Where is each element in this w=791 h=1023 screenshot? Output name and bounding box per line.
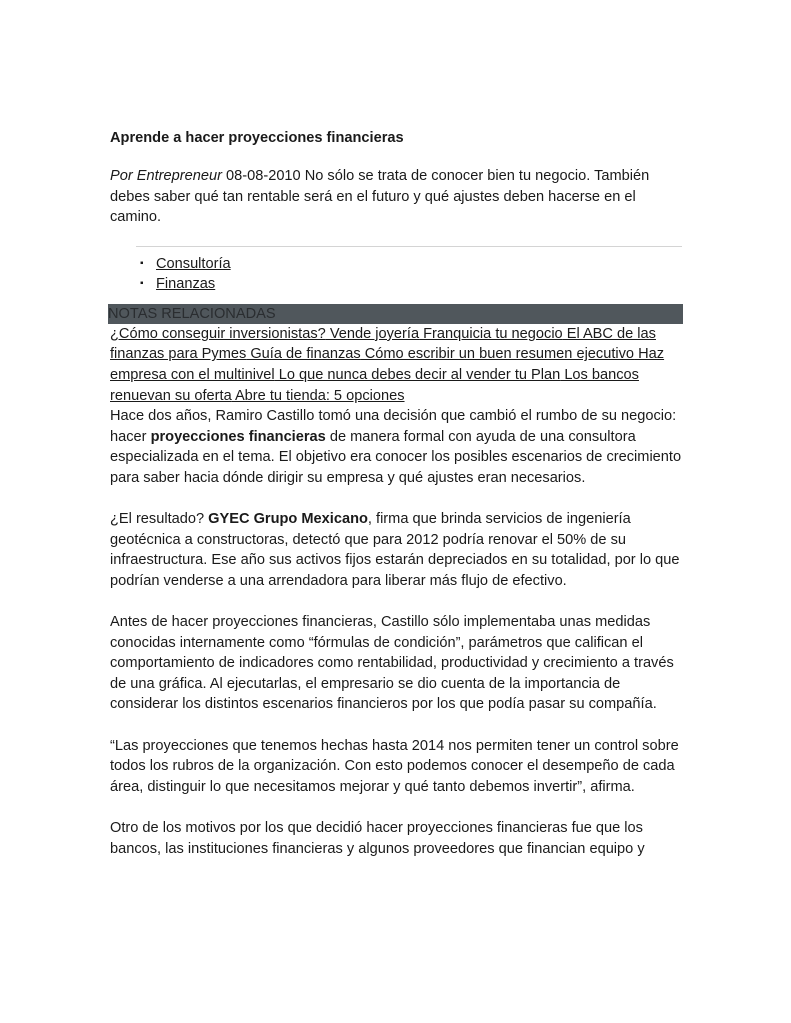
- body-paragraph: “Las proyecciones que tenemos hechas hasta 2014 nos permiten tener un control sobre todos los rubros de la organización. Con esto podemos conocer el desempeño de cada área, distinguir lo que necesitamos mejorar y qué tanto debemos invertir”, afirma.: [110, 737, 679, 795]
- body-paragraph: [110, 406, 684, 488]
- text-run: ¿El resultado?: [110, 511, 209, 528]
- text-run: Hace dos años, Ramiro Castillo tomó una decisión que cambió el rumbo de su negocio: hacer: [110, 408, 677, 445]
- tag-list: [110, 254, 684, 294]
- article-date: 08-08-2010: [226, 168, 301, 184]
- related-link[interactable]: Franquicia tu negocio: [419, 325, 563, 342]
- tag-link-consultoria[interactable]: Consultoría: [156, 255, 231, 272]
- related-link[interactable]: Los bancos renuevan su oferta: [110, 366, 639, 404]
- related-link[interactable]: Haz empresa con el multinivel: [110, 346, 665, 383]
- related-notes-header: NOTAS RELACIONADAS: [108, 304, 683, 324]
- related-link[interactable]: Lo que nunca debes decir al vender tu Plan: [274, 366, 561, 383]
- bold-company-name: GYEC Grupo Mexicano: [208, 511, 368, 528]
- related-links: [110, 324, 684, 406]
- divider: [136, 246, 682, 247]
- bullet-icon: ▪: [140, 257, 144, 269]
- body-paragraph: [110, 509, 684, 591]
- body-paragraph: Antes de hacer proyecciones financieras, Castillo sólo implementaba unas medidas conocidas internamente como “fórmulas de condición”, parámetros que califican el comportamiento de indicadores como rentabilidad, productividad y crecimiento a través de una gráfica. Al ejecutarlas, el empresario se dio cuenta de la importancia de considerar los distintos escenarios financieros por los que podía pasar su compañía.: [110, 614, 674, 713]
- article-title: Aprende a hacer proyecciones financieras: [110, 130, 404, 146]
- related-link[interactable]: Vende joyería: [325, 325, 420, 342]
- text-run: , firma que brinda servicios de ingeniería geotécnica a constructoras, detectó que para 2012 podría renovar el 50% de su infraestructura. Ese año sus activos fijos estarán depreciados en su totalidad, por lo que podrían venderse a una arrendadora para liberar más flujo de efectivo.: [110, 511, 680, 589]
- bullet-icon: ▪: [140, 277, 144, 289]
- article-intro: [110, 166, 684, 228]
- body-paragraph: Otro de los motivos por los que decidió hacer proyecciones financieras fue que los bancos, las instituciones financieras y algunos proveedores que financian equipo y: [110, 820, 645, 857]
- tag-item: [140, 274, 684, 294]
- article-summary: No sólo se trata de conocer bien tu negocio. También debes saber qué tan rentable será en el futuro y qué ajustes deben hacerse en el camino.: [110, 168, 650, 226]
- tag-link-finanzas[interactable]: Finanzas: [156, 275, 216, 292]
- related-link[interactable]: El ABC de las finanzas para Pymes: [110, 325, 656, 363]
- related-link[interactable]: Guía de finanzas: [246, 346, 361, 363]
- related-link[interactable]: Cómo escribir un buen resumen ejecutivo: [360, 346, 635, 363]
- bold-keyword: proyecciones financieras: [150, 428, 326, 445]
- article: [110, 128, 684, 880]
- related-link[interactable]: Abre tu tienda: 5 opciones: [231, 387, 405, 404]
- text-run: de manera formal con ayuda de una consultora especializada en el tema. El objetivo era conocer los posibles escenarios de crecimiento para saber hacia dónde dirigir su empresa y qué ajustes eran necesarios.: [110, 428, 682, 486]
- related-link[interactable]: ¿Cómo conseguir inversionistas?: [110, 325, 326, 342]
- article-author: Por Entrepreneur: [110, 168, 222, 184]
- tag-item: [140, 254, 684, 274]
